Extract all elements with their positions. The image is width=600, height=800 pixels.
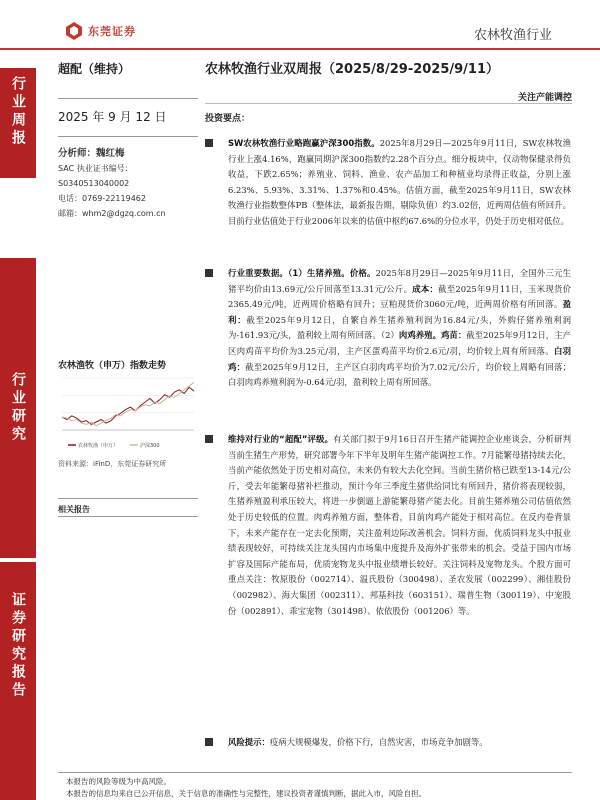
- key-points-title: 投资要点：: [205, 114, 251, 124]
- footer-disclaimer: [66, 776, 586, 800]
- key-point-performance: [205, 136, 571, 230]
- chart-legend-label: 农林牧渔（申万）: [78, 443, 119, 449]
- report-date: 2025 年 9 月 12 日: [58, 110, 167, 124]
- paragraph-body: 疫病大规模爆发，价格下行，自然灾害，市场竞争加剧等。: [269, 737, 488, 747]
- report-subtitle: 关注产能调控: [517, 93, 572, 103]
- paragraph-body: 2025年8月29日—2025年9月11日，全国外三元生猪平均价由13.69元/公斤回落至13.31元/公斤。: [228, 268, 571, 294]
- paragraph-body: 截至2025年9月11日，玉米现货价2365.49元/吨，近两周价格略有回升；豆粕现货价3060元/吨，近两周价格有所回落。: [228, 283, 571, 310]
- side-band-category: [0, 258, 36, 558]
- report-title: 农林牧渔行业双周报（2025/8/29-2025/9/11）: [205, 62, 500, 77]
- paragraph-body: 截至2025年9月12日，主产区白羽肉鸡平均价为7.02元/公斤，均价较上周略有回落；白羽肉鸡养殖利润为-0.64元/羽，盈利较上周有所回落。: [228, 361, 571, 388]
- footer-line-1: 本报告的风险等级为中高风险。: [66, 777, 171, 786]
- divider: [58, 516, 198, 517]
- bullet-icon: [205, 139, 213, 147]
- logo-text: 东莞证券: [88, 25, 136, 38]
- cert-label: SAC 执业证书编号：: [58, 164, 133, 173]
- paragraph-text: [205, 432, 571, 619]
- side-band-report-type: [0, 68, 36, 178]
- bullet-icon: [205, 269, 213, 277]
- chart-series-line-1: [62, 387, 194, 424]
- paragraph-lead: SW农林牧渔行业略跑赢沪深300指数。: [228, 138, 380, 148]
- analyst-name: 魏红梅: [96, 148, 125, 159]
- paragraph-lead: 风险提示：: [228, 737, 270, 747]
- divider: [205, 103, 572, 104]
- chart-series-line-2: [62, 382, 194, 425]
- paragraph-lead: 行业重要数据。（1）生猪养殖。价格。: [228, 268, 376, 278]
- paragraph-body: 截至2025年9月12日，主产区肉鸡苗平均价为3.25元/羽，主产区蛋鸡苗平均价2.6元/羽，均价较上周有所回落。: [228, 330, 571, 356]
- paragraph-lead: 肉鸡养殖。鸡苗：: [398, 330, 467, 341]
- brand-logo: [66, 22, 136, 40]
- divider: [58, 98, 198, 99]
- divider: [58, 498, 198, 499]
- analyst-phone: 电话：0769-22119462: [58, 194, 146, 203]
- paragraph-body: 2025年8月29日—2025年9月11日，SW农林牧渔行业上涨4.16%，跑赢同期沪深300指数约2.28个百分点。细分板块中，仅动物保健录得负收益，下跌2.65%；养殖业、饲料、渔业、农产品加工和种植业均录得正收益，分别上涨6.23%、5.93%、3.31%、1.37%和0.45%。估值方面，截至2025年9月11日，SW农林牧渔行业指数整体PB（整体法，最新报告期，剔除负值）约3.02倍，近两周估值有所回升。目前行业估值处于行业2006年以来的估值中枢约67.6%的分位水平，仍处于历史相对低位。: [228, 138, 571, 226]
- side-band-label: 证券研究报告: [10, 592, 26, 700]
- key-point-risk: [205, 735, 571, 751]
- divider: [58, 136, 198, 137]
- side-band-label: 行业周报: [10, 76, 26, 148]
- key-point-rating: [205, 432, 571, 619]
- related-reports-title: 相关报告: [58, 505, 90, 514]
- paragraph-lead: 白羽鸡：: [228, 345, 572, 372]
- footer-divider: [58, 772, 572, 773]
- key-point-industry-data: [205, 266, 571, 391]
- rating: 超配（维持）: [58, 62, 131, 76]
- paragraph-text: [205, 136, 571, 230]
- chart-legend-label: 沪深300: [140, 443, 160, 449]
- chart-source: 资料来源：iFinD，东莞证券研究所: [58, 460, 167, 468]
- paragraph-body: 有关部门拟于9月16日召开生猪产能调控企业座谈会，分析研判当前生猪生产形势，研究部署今年下半年及明年生猪产能调控工作。7月能繁母猪持续去化，当前产能依然处于历史相对高位，未来仍有较大去化空间。当前生猪价格已跌至13-14元/公斤，受去年能繁母猪补栏推动，预计今年三季度生猪供给同比有所回升，猪价将表现较弱，生猪养殖盈利承压较大，将进一步倒逼上游能繁母猪产能去化。目前生猪养殖公司估值依然处于历史较低的位置。肉鸡养殖方面，整体看，目前肉鸡产能处于相对高位。在反内卷背景下，未来产能存在一定去化预期，关注盈利边际改善机会。饲料方面，优质饲料龙头中报业绩表现较好，可持续关注龙头国内市场集中度提升及海外扩张带来的机会。受益于国内市场扩容及国际产能布局，优质宠物龙头中报业绩增长较好。关注饲料及宠物龙头。个股方面可重点关注：牧原股份（002714）、温氏股份（300498）、圣农发展（002299）、湘佳股份（002982）、海大集团（002311）、邦基科技（603151）、瑞普生物（300119）、中宠股份（002891）、乖宝宠物（301498）、依依股份（001206）等。: [228, 434, 571, 616]
- paragraph-lead: 维持对行业的“超配”评级。: [228, 434, 334, 444]
- chart-title: 农林渔牧（申万）指数走势: [58, 361, 167, 371]
- side-band-doc-type: [0, 562, 36, 800]
- paragraph-body: 截至2025年9月12日，自繁自养生猪养殖利润为16.84元/头，外购仔猪养殖利润为-161.93元/头，盈利较上周有所回落。（2）: [228, 314, 571, 341]
- header-divider: [0, 48, 600, 50]
- logo-mark-icon: [66, 22, 82, 40]
- analyst-label: 分析师：: [58, 148, 97, 159]
- paragraph-lead: 盈利：: [228, 299, 571, 325]
- paragraph-text: [205, 266, 571, 391]
- paragraph-lead: 成本：: [412, 283, 439, 294]
- cert-number: S0340513040002: [58, 179, 130, 188]
- header-industry: 农林牧渔行业: [473, 28, 552, 43]
- footer-line-2: 本报告的信息均来自已公开信息，关于信息的准确性与完整性，建议投资者谨慎判断，据此入市，风险自担。: [66, 789, 426, 798]
- analyst-info: [58, 146, 166, 221]
- analyst-email[interactable]: 邮箱：whm2@dgzq.com.cn: [58, 209, 166, 218]
- index-trend-chart: [58, 372, 198, 452]
- side-band-label: 行业研究: [10, 372, 26, 444]
- paragraph-text: [205, 735, 571, 751]
- bullet-icon: [205, 435, 213, 443]
- bullet-icon: [205, 738, 213, 746]
